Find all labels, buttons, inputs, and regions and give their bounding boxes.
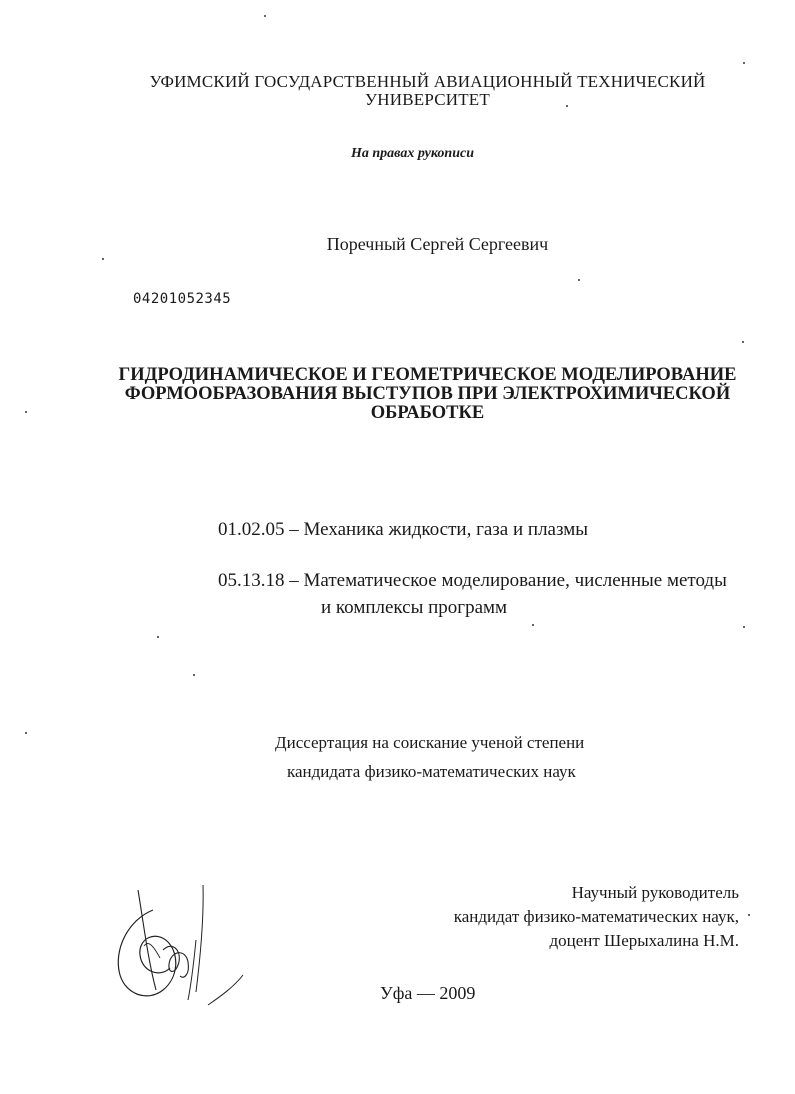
university-line-2: УНИВЕРСИТЕТ: [365, 90, 490, 109]
specialty-2-line-2: и комплексы программ: [321, 597, 508, 618]
scan-speck: [743, 62, 745, 64]
specialty-2-line-1: 05.13.18 – Математическое моделирование, численные методы: [218, 570, 727, 591]
title-line-3: ОБРАБОТКЕ: [370, 403, 485, 423]
supervisor-line-3: доцент Шерыхалина Н.М.: [549, 931, 739, 950]
author-name: Поречный Сергей Сергеевич: [326, 234, 549, 254]
thesis-title: [0, 366, 795, 423]
thesis-degree: [275, 728, 584, 786]
supervisor-block: [339, 881, 739, 953]
scan-speck: [157, 636, 159, 638]
university-header: [0, 73, 795, 109]
scan-speck: [264, 15, 266, 17]
thesis-line-1: Диссертация на соискание ученой степени: [275, 733, 585, 752]
scan-speck: [102, 258, 104, 260]
scan-speck: [578, 279, 580, 281]
specialty-2: [218, 567, 727, 621]
manuscript-note: На правах рукописи: [351, 146, 474, 161]
scan-speck: [193, 674, 195, 676]
catalog-number: 04201052345: [133, 291, 232, 307]
university-line-1: УФИМСКИЙ ГОСУДАРСТВЕННЫЙ АВИАЦИОННЫЙ ТЕХНИЧЕСКИЙ: [149, 72, 706, 91]
scan-speck: [532, 624, 534, 626]
signature-image: [108, 880, 258, 1020]
scan-speck: [742, 341, 744, 343]
scan-speck: [25, 411, 27, 413]
specialty-1: 01.02.05 – Механика жидкости, газа и плазмы: [218, 519, 589, 540]
scan-speck: [566, 105, 568, 107]
scan-speck: [748, 914, 750, 916]
title-line-2: ФОРМООБРАЗОВАНИЯ ВЫСТУПОВ ПРИ ЭЛЕКТРОХИМИЧЕСКОЙ: [124, 384, 731, 404]
city-year: Уфа — 2009: [380, 983, 476, 1003]
scan-speck: [743, 626, 745, 628]
title-line-1: ГИДРОДИНАМИЧЕСКОЕ И ГЕОМЕТРИЧЕСКОЕ МОДЕЛИРОВАНИЕ: [118, 365, 737, 385]
scan-speck: [25, 732, 27, 734]
supervisor-line-1: Научный руководитель: [571, 883, 739, 902]
thesis-line-2: кандидата физико-математических наук: [287, 762, 576, 781]
supervisor-line-2: кандидат физико-математических наук,: [453, 907, 739, 926]
